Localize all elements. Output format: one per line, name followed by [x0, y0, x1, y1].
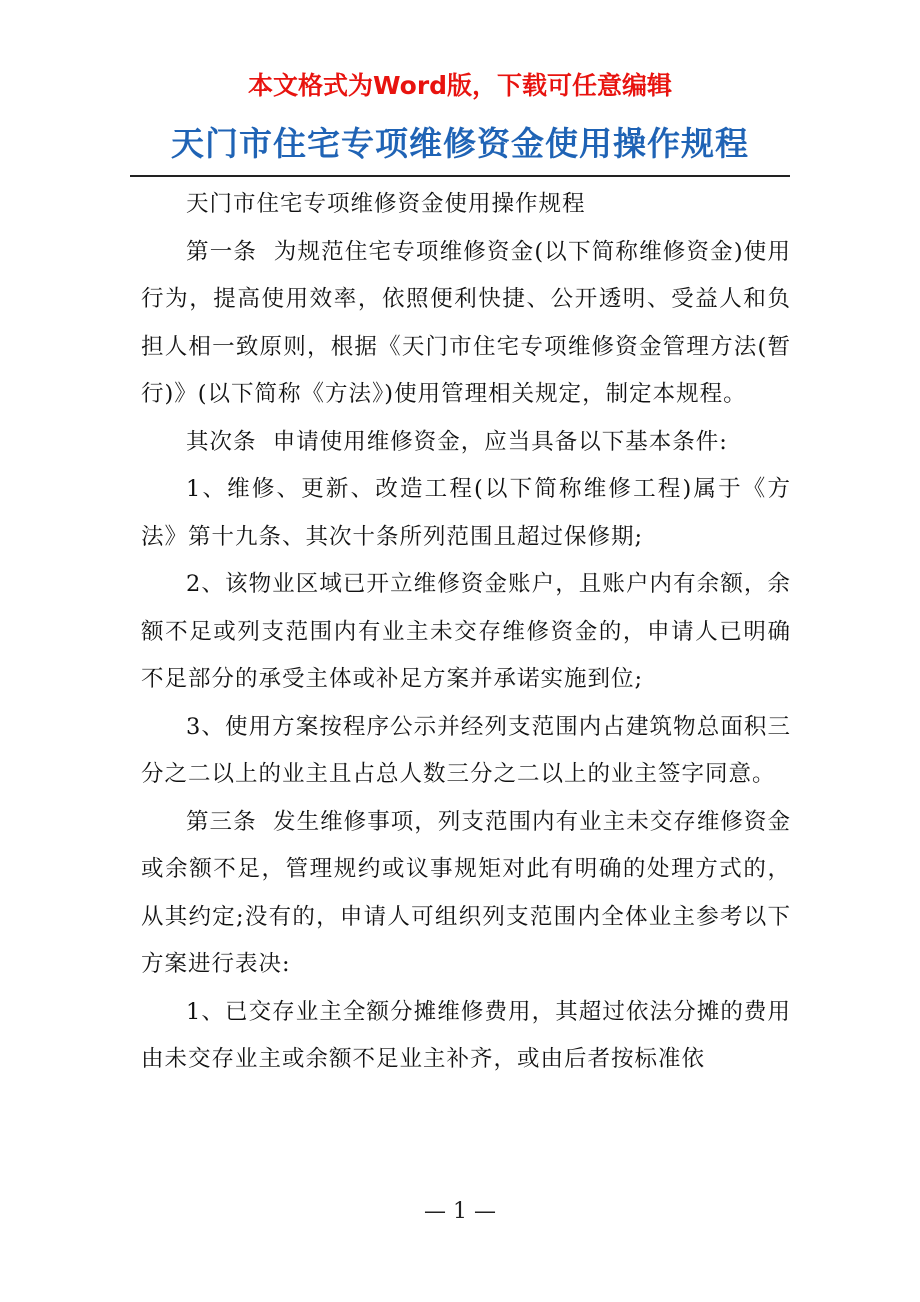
document-title: 天门市住宅专项维修资金使用操作规程 — [171, 124, 749, 163]
paragraph-condition-2: 2、该物业区域已开立维修资金账户，且账户内有余额，余额不足或列支范围内有业主未交存维修资金的，申请人已明确不足部分的承受主体或补足方案并承诺实施到位; — [141, 571, 791, 692]
paragraph-subtitle: 天门市住宅专项维修资金使用操作规程 — [186, 191, 586, 217]
paragraph-article-1: 第一条 为规范住宅专项维修资金(以下简称维修资金)使用行为，提高使用效率，依照便利快捷、公开透明、受益人和负担人相一致原则，根据《天门市住宅专项维修资金管理方法(暂行)》(以下简称《方法》)使用管理相关规定，制定本规程。 — [141, 238, 791, 407]
title-divider — [130, 175, 790, 177]
paragraph-option-1: 1、已交存业主全额分摊维修费用，其超过依法分摊的费用由未交存业主或余额不足业主补齐，或由后者按标准依 — [141, 998, 791, 1072]
paragraph-article-2: 其次条 申请使用维修资金，应当具备以下基本条件: — [186, 428, 728, 455]
paragraph-article-3: 第三条 发生维修事项，列支范围内有业主未交存维修资金或余额不足，管理规约或议事规矩对此有明确的处理方式的，从其约定;没有的，申请人可组织列支范围内全体业主参考以下方案进行表决: — [141, 808, 791, 977]
document-body — [141, 181, 791, 1084]
paragraph-condition-1: 1、维修、更新、改造工程(以下简称维修工程)属于《方法》第十九条、其次十条所列范围且超过保修期; — [141, 476, 791, 550]
format-notice-banner: 本文格式为Word版，下载可任意编辑 — [247, 71, 673, 100]
page-number: — 1 — — [424, 1199, 496, 1224]
paragraph-condition-3: 3、使用方案按程序公示并经列支范围内占建筑物总面积三分之二以上的业主且占总人数三分之二以上的业主签字同意。 — [141, 713, 791, 787]
